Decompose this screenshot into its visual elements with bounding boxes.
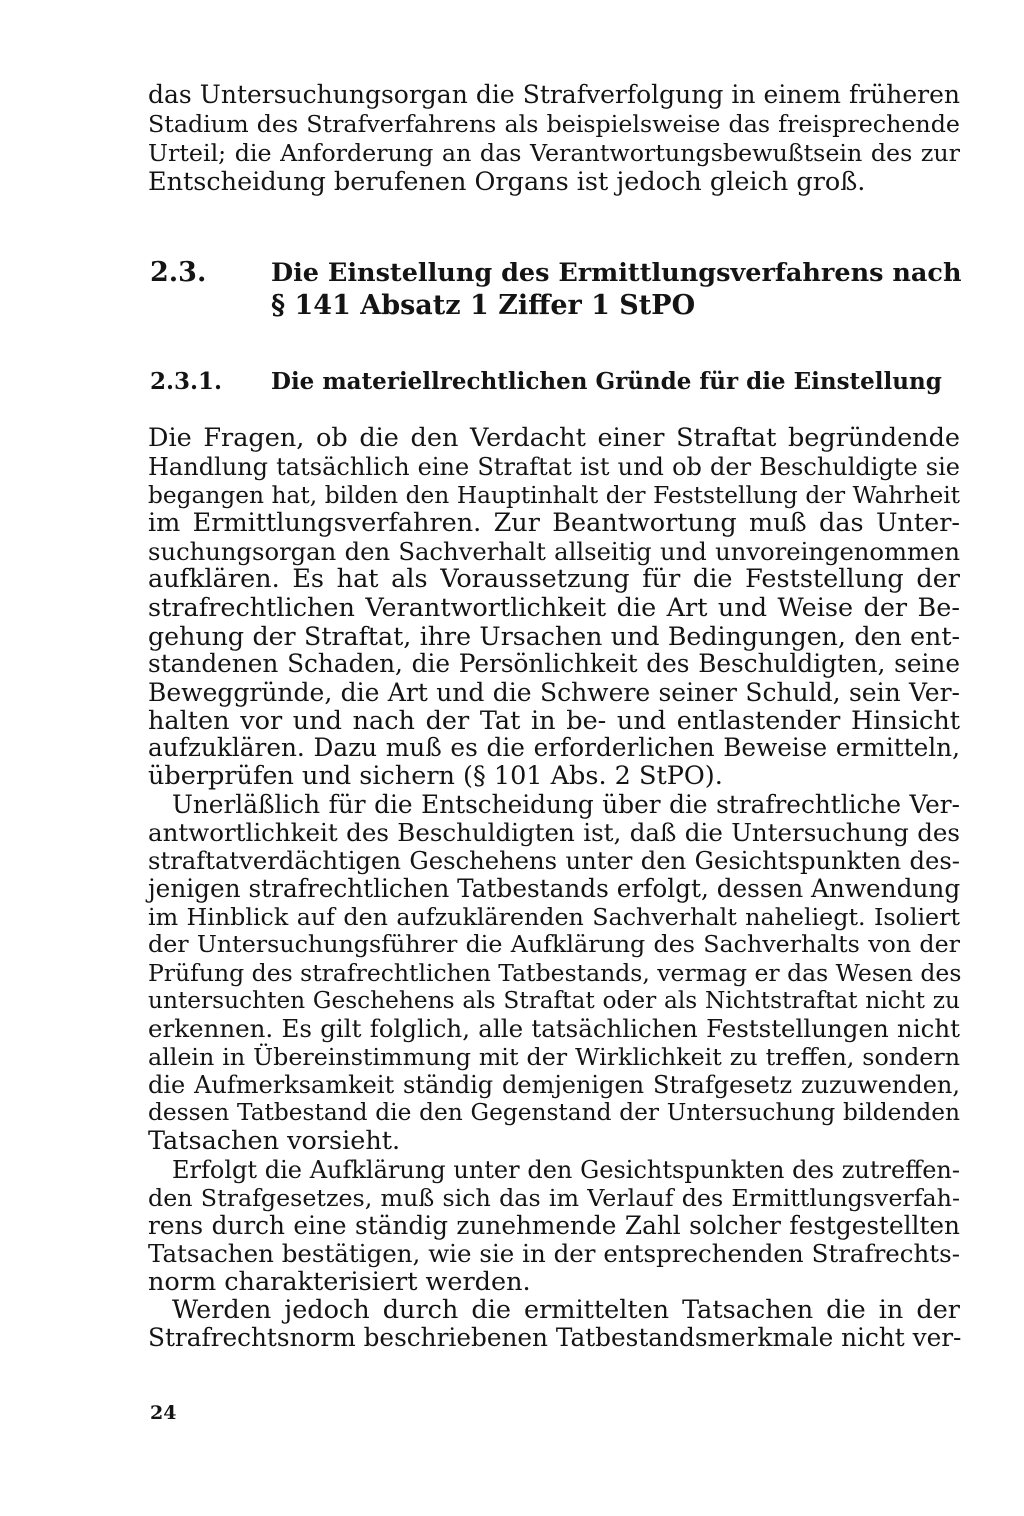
text-line: erkennen. Es gilt folglich, alle tatsächlichen Feststellungen nicht — [148, 1014, 960, 1043]
text-line: norm charakterisiert werden. — [148, 1267, 531, 1297]
text-line: rens durch eine ständig zunehmende Zahl solcher festgestellten — [148, 1211, 960, 1240]
text-line: den Strafgesetzes, muß sich das im Verlauf des Ermittlungsverfah- — [148, 1184, 960, 1212]
text-line: das Untersuchungsorgan die Strafverfolgung in einem früheren — [148, 80, 960, 109]
text-line: jenigen strafrechtlichen Tatbestands erfolgt, dessen Anwendung — [148, 874, 961, 903]
text-line: Urteil; die Anforderung an das Verantwortungsbewußtsein des zur — [148, 139, 960, 167]
text-line: Werden jedoch durch die ermittelten Tatsachen die in der — [172, 1295, 960, 1325]
text-line: gehung der Straftat, ihre Ursachen und Bedingungen, den ent- — [148, 622, 960, 651]
text-line: standenen Schaden, die Persönlichkeit des Beschuldigten, seine — [148, 649, 960, 678]
text-line: überprüfen und sichern (§ 101 Abs. 2 StPO). — [148, 761, 723, 791]
text-line: strafrechtlichen Verantwortlichkeit die Art und Weise der Be- — [148, 593, 960, 623]
text-line: im Ermittlungsverfahren. Zur Beantwortung muß das Unter- — [148, 508, 960, 538]
text-line: suchungsorgan den Sachverhalt allseitig und unvoreingenommen — [148, 537, 960, 566]
text-line: Unerläßlich für die Entscheidung über die strafrechtliche Ver- — [172, 790, 960, 819]
page-number: 24 — [150, 1402, 177, 1424]
text-line: Tatsachen bestätigen, wie sie in der entsprechenden Strafrechts- — [148, 1239, 960, 1268]
text-line: aufzuklären. Dazu muß es die erforderlichen Beweise ermitteln, — [148, 733, 960, 762]
text-line: Tatsachen vorsieht. — [148, 1126, 401, 1156]
text-line: im Hinblick auf den aufzuklärenden Sachverhalt naheliegt. Isoliert — [148, 903, 960, 931]
subsection-number: 2.3.1. — [150, 368, 223, 395]
text-line: dessen Tatbestand die den Gegenstand der Untersuchung bildenden — [148, 1099, 960, 1126]
text-line: der Untersuchungsführer die Aufklärung des Sachverhalts von der — [148, 930, 960, 958]
section-number: 2.3. — [150, 257, 207, 288]
text-line: begangen hat, bilden den Hauptinhalt der Feststellung der Wahrheit — [148, 482, 960, 509]
text-line: Beweggründe, die Art und die Schwere seiner Schuld, sein Ver- — [148, 678, 960, 707]
text-line: Stadium des Strafverfahrens als beispielsweise das freisprechende — [148, 110, 960, 138]
text-line: Handlung tatsächlich eine Straftat ist und ob der Beschuldigte sie — [148, 453, 960, 481]
text-line: aufklären. Es hat als Voraussetzung für die Feststellung der — [148, 564, 960, 594]
text-line: straftatverdächtigen Geschehens unter den Gesichtspunkten des- — [148, 846, 960, 875]
text-line: halten vor und nach der Tat in be- und entlastender Hinsicht — [148, 706, 960, 736]
section-title-line: Die Einstellung des Ermittlungsverfahrens nach — [271, 258, 962, 288]
text-line: Prüfung des strafrechtlichen Tatbestands, vermag er das Wesen des — [148, 959, 962, 987]
section-title-line: § 141 Absatz 1 Ziffer 1 StPO — [271, 290, 696, 321]
text-line: antwortlichkeit des Beschuldigten ist, daß die Untersuchung des — [148, 818, 960, 847]
text-line: Erfolgt die Aufklärung unter den Gesichtspunkten des zutreffen- — [172, 1156, 960, 1184]
text-line: allein in Übereinstimmung mit der Wirklichkeit zu treffen, sondern — [148, 1043, 960, 1071]
text-line: untersuchten Geschehens als Straftat oder als Nichtstraftat nicht zu — [148, 987, 960, 1014]
text-line: die Aufmerksamkeit ständig demjenigen Strafgesetz zuzuwenden, — [148, 1071, 960, 1099]
text-line: Entscheidung berufenen Organs ist jedoch gleich groß. — [148, 167, 866, 197]
subsection-title: Die materiellrechtlichen Gründe für die Einstellung — [271, 368, 942, 395]
text-line: Die Fragen, ob die den Verdacht einer Straftat begründende — [148, 423, 960, 453]
text-line: Strafrechtsnorm beschriebenen Tatbestandsmerkmale nicht ver- — [148, 1323, 962, 1352]
